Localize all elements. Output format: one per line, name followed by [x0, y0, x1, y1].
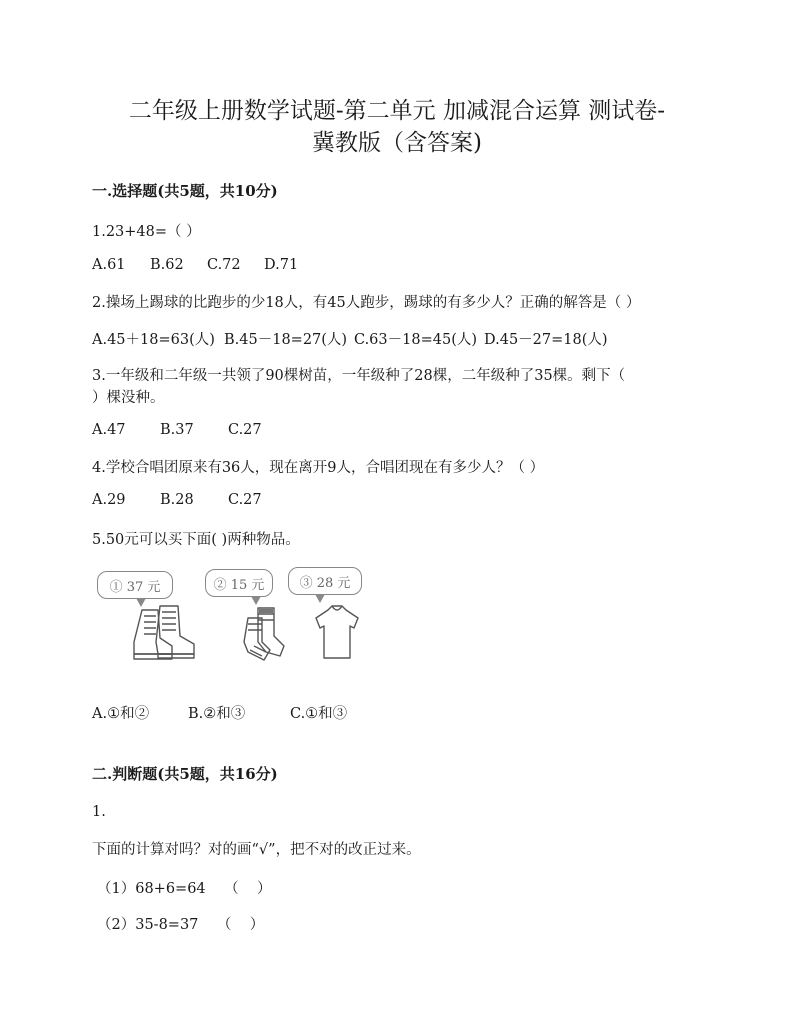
- price-label-1: ① 37 元: [109, 580, 161, 595]
- section2-heading: 二.判断题(共5题，共16分): [92, 765, 278, 783]
- option-b: B.62: [150, 257, 184, 273]
- tshirt-icon: [312, 602, 362, 662]
- price-label-3: ③ 28 元: [299, 576, 351, 591]
- socks-icon: [240, 606, 290, 662]
- price-bubble-3: [288, 567, 362, 595]
- question-3-options: [92, 422, 262, 438]
- option-c: C.72: [207, 257, 241, 273]
- price-label-2: ② 15 元: [213, 578, 265, 593]
- option-a: A.61: [92, 257, 126, 273]
- option-d: D.71: [264, 257, 299, 273]
- question-3-line2: ）棵没种。: [92, 390, 165, 406]
- option-a: A.45＋18=63(人): [92, 332, 215, 348]
- price-bubble-1: [97, 571, 173, 599]
- judge-item-2: （2）35-8=37 （ ）: [97, 917, 265, 933]
- option-b: B.37: [160, 422, 194, 438]
- question-5: 5.50元可以买下面( )两种物品。: [92, 532, 300, 548]
- page-title-line1: 二年级上册数学试题-第二单元 加减混合运算 测试卷-: [128, 98, 666, 124]
- option-a: A.47: [92, 422, 126, 438]
- judge-item-1: （1）68+6=64 （ ）: [97, 881, 272, 897]
- section1-heading: 一.选择题(共5题，共10分): [92, 182, 278, 200]
- question-4: 4.学校合唱团原来有36人，现在离开9人，合唱团现在有多少人？（ ）: [92, 460, 545, 476]
- option-a: A.29: [92, 492, 126, 508]
- option-c: C.①和③: [290, 706, 348, 722]
- price-bubble-2: [205, 569, 273, 597]
- option-d: D.45－27=18(人): [484, 332, 608, 348]
- page-title-line2: 冀教版（含答案): [312, 130, 482, 156]
- question-4-options: [92, 492, 262, 508]
- boots-icon: [128, 602, 200, 662]
- option-b: B.28: [160, 492, 194, 508]
- option-b: B.45－18=27(人): [224, 332, 348, 348]
- judge-question-1-instruction: 下面的计算对吗？对的画“√”，把不对的改正过来。: [92, 842, 421, 858]
- option-c: C.27: [228, 492, 262, 508]
- option-c: C.63－18=45(人): [354, 332, 478, 348]
- question-1: 1.23+48=（ ）: [92, 224, 201, 240]
- question-2: 2.操场上踢球的比跑步的少18人，有45人跑步，踢球的有多少人？正确的解答是（ ）: [92, 295, 641, 311]
- option-b: B.②和③: [188, 706, 246, 722]
- option-c: C.27: [228, 422, 262, 438]
- question-3-line1: 3.一年级和二年级一共领了90棵树苗，一年级种了28棵，二年级种了35棵。剩下（: [92, 368, 626, 384]
- question-1-options: [92, 257, 298, 273]
- judge-question-1-number: 1.: [92, 804, 106, 820]
- question-5-options: [92, 702, 347, 723]
- question-2-options: [92, 328, 608, 349]
- option-a: A.①和②: [92, 706, 150, 722]
